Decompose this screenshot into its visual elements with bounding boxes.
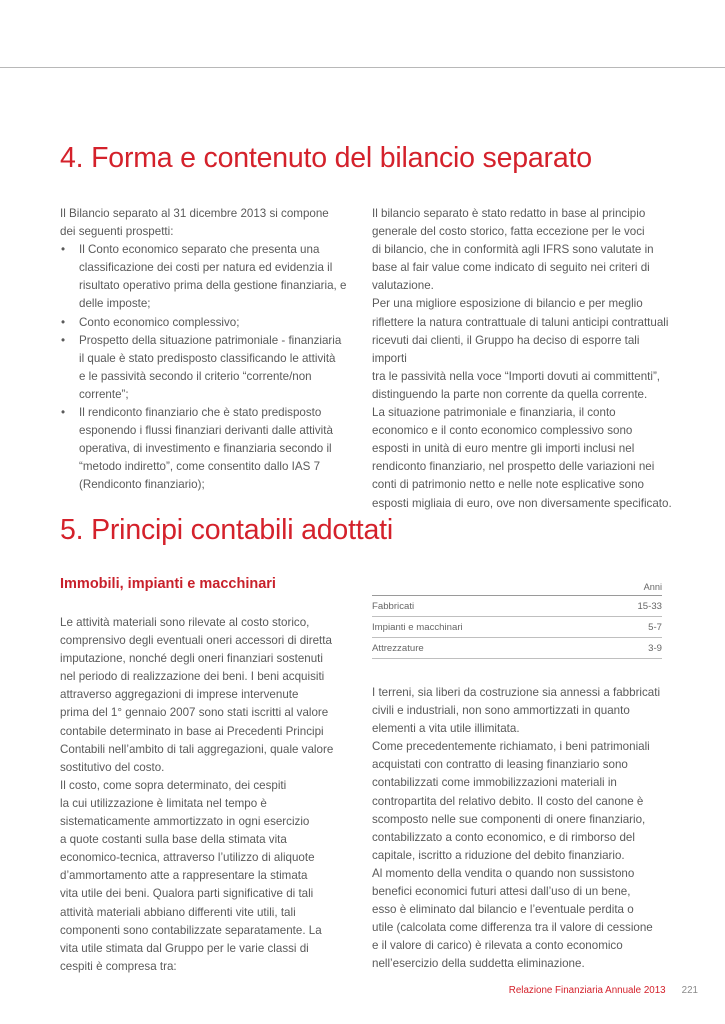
table-row — [372, 596, 662, 617]
text-line: la cui utilizzazione è limitata nel tempo è — [60, 796, 267, 810]
list-item — [60, 332, 360, 404]
text-line: Le attività materiali sono rilevate al costo storico, — [60, 616, 310, 629]
list-item — [60, 241, 360, 313]
text-line: contropartita del relativo debito. Il costo del canone è — [372, 794, 644, 808]
text-line: La situazione patrimoniale e finanziaria, il conto — [372, 406, 616, 420]
row-value: 15-33 — [637, 600, 662, 612]
text-line: rendiconto finanziario, nel prospetto delle variazioni nei — [372, 460, 655, 474]
text-line: attività materiali abbiano differenti vite utili, tali — [60, 905, 296, 919]
text-line: capitale, iscritto a riduzione del debito finanziario. — [372, 848, 625, 862]
text-line: acquistati con contratto di leasing finanziario sono — [372, 758, 628, 772]
text-line: riflettere la natura contrattuale di taluni anticipi contrattuali — [372, 315, 669, 329]
text-line: distinguendo la parte non corrente da quella corrente. — [372, 387, 648, 401]
text-line: civili e industriali, non sono ammortizzati in quanto — [372, 704, 630, 718]
report-title: Relazione Finanziaria Annuale 2013 — [508, 985, 666, 996]
text-line: valutazione. — [372, 279, 434, 293]
section-4-title: 4. Forma e contenuto del bilancio separato — [60, 142, 592, 174]
section-5-left-column — [60, 614, 360, 976]
text-line: ricevuti dai clienti, il Gruppo ha deciso di esporre tali importi — [372, 333, 640, 365]
text-line: prima del 1° gennaio 2007 sono stati iscritti al valore — [60, 706, 329, 720]
text-line: economico-tecnica, attraverso l’utilizzo di aliquote — [60, 851, 315, 865]
text-line: • Conto economico complessivo; — [79, 315, 240, 329]
text-line: Il bilancio separato è stato redatto in base al principio — [372, 207, 646, 220]
text-line: Come precedentemente richiamato, i beni patrimoniali — [372, 740, 650, 754]
table-header: Anni — [643, 582, 662, 592]
text-line: sostitutivo del costo. — [60, 760, 165, 774]
text-line: contabilizzati come immobilizzazioni materiali in — [372, 776, 617, 790]
text-line: attraverso aggregazioni di imprese intervenute — [60, 688, 299, 702]
text-line: esposti migliaia di euro, ove non diversamente specificato. — [372, 496, 672, 510]
text-line: nell’esercizio della suddetta eliminazione. — [372, 957, 585, 971]
intro-line: Il Bilancio separato al 31 dicembre 2013 si compone — [60, 207, 329, 220]
text-line: a quote costanti sulla base della stimata vita — [60, 833, 287, 847]
text-line: “metodo indiretto”, come consentito dallo IAS 7 — [79, 460, 321, 474]
text-line: contabile determinato in base ai Precedenti Principi — [60, 724, 324, 738]
text-line: base al fair value come indicato di seguito nei criteri di — [372, 261, 650, 275]
text-line: il quale è stato predisposto classificando le attività — [79, 351, 336, 365]
text-line: cespiti è compresa tra: — [60, 959, 177, 973]
text-line: imputazione, nonché degli oneri finanziari sostenuti — [60, 652, 323, 666]
text-line: operativa, di investimento e finanziaria secondo il — [79, 442, 332, 456]
text-line: vita utile dei beni. Qualora parti significative di tali — [60, 887, 314, 901]
table-row — [372, 638, 662, 659]
text-line: classificazione dei costi per natura ed evidenzia il — [79, 261, 333, 275]
intro-line: dei seguenti prospetti: — [60, 225, 174, 239]
list-item — [60, 314, 360, 332]
text-line: esponendo i flussi finanziari derivanti dalle attività — [79, 424, 333, 438]
text-line: vita utile stimata dal Gruppo per le varie classi di — [60, 941, 309, 955]
text-line: • Il rendiconto finanziario che è stato predisposto — [79, 406, 322, 420]
text-line: nel periodo di realizzazione dei beni. I beni acquisiti — [60, 670, 325, 684]
text-line: elementi a vita utile illimitata. — [372, 722, 520, 736]
text-line: • Il Conto economico separato che presenta una — [79, 243, 320, 257]
section-4-left-column — [60, 205, 360, 495]
subheading: Immobili, impianti e macchinari — [60, 576, 276, 592]
text-line: tra le passività nella voce “Importi dovuti ai committenti”, — [372, 369, 661, 383]
page-number: 221 — [681, 985, 698, 996]
text-line: Contabili nell’ambito di tali aggregazioni, quale valore — [60, 742, 334, 756]
text-line: di bilancio, che in conformità agli IFRS sono valutate in — [372, 243, 654, 257]
page-footer — [509, 985, 698, 996]
text-line: conti di patrimonio netto e nelle note esplicative sono — [372, 478, 644, 492]
row-value: 5-7 — [648, 621, 662, 633]
header-rule — [0, 67, 725, 68]
text-line: risultato operativo prima della gestione finanziaria, e — [79, 279, 347, 293]
text-line: I terreni, sia liberi da costruzione sia annessi a fabbricati — [372, 686, 661, 699]
text-line: e il valore di carico) è rilevata a conto economico — [372, 939, 623, 953]
text-line: • Prospetto della situazione patrimoniale - finanziaria — [79, 333, 342, 347]
text-line: delle imposte; — [79, 297, 151, 311]
text-line: benefici economici futuri attesi dall’uso di un bene, — [372, 885, 631, 899]
text-line: corrente”; — [79, 387, 129, 401]
row-label: Fabbricati — [372, 600, 415, 612]
text-line: contabilizzato a conto economico, e di rimborso del — [372, 830, 635, 844]
text-line: Il costo, come sopra determinato, dei cespiti — [60, 778, 287, 792]
text-line: esso è eliminato dal bilancio e l’eventuale perdita o — [372, 903, 634, 917]
statements-list — [60, 241, 360, 494]
text-line: sistematicamente ammortizzato in ogni esercizio — [60, 815, 310, 829]
text-line: componenti sono contabilizzate separatamente. La — [60, 923, 322, 937]
text-line: e le passività secondo il criterio “corrente/non — [79, 369, 312, 383]
text-line: (Rendiconto finanziario); — [79, 478, 205, 492]
useful-life-table — [372, 580, 662, 659]
text-line: utile (calcolata come differenza tra il valore di cessione — [372, 921, 653, 935]
list-item — [60, 404, 360, 494]
section-5-right-column — [372, 684, 672, 974]
section-5-title: 5. Principi contabili adottati — [60, 514, 394, 546]
row-value: 3-9 — [648, 642, 662, 654]
row-label: Impianti e macchinari — [372, 621, 463, 633]
text-line: d’ammortamento atte a rappresentare la stimata — [60, 869, 308, 883]
text-line: Al momento della vendita o quando non sussistono — [372, 866, 635, 880]
text-line: esposti in unità di euro mentre gli importi inclusi nel — [372, 442, 635, 456]
text-line: generale del costo storico, fatta eccezione per le voci — [372, 225, 645, 239]
text-line: economico e il conto economico complessivo sono — [372, 424, 633, 438]
text-line: scomposto nelle sue componenti di onere finanziario, — [372, 812, 646, 826]
row-label: Attrezzature — [372, 642, 424, 654]
text-line: Per una migliore esposizione di bilancio e per meglio — [372, 297, 643, 311]
section-4-right-column — [372, 205, 672, 513]
table-row — [372, 617, 662, 638]
text-line: comprensivo degli eventuali oneri accessori di diretta — [60, 634, 332, 648]
